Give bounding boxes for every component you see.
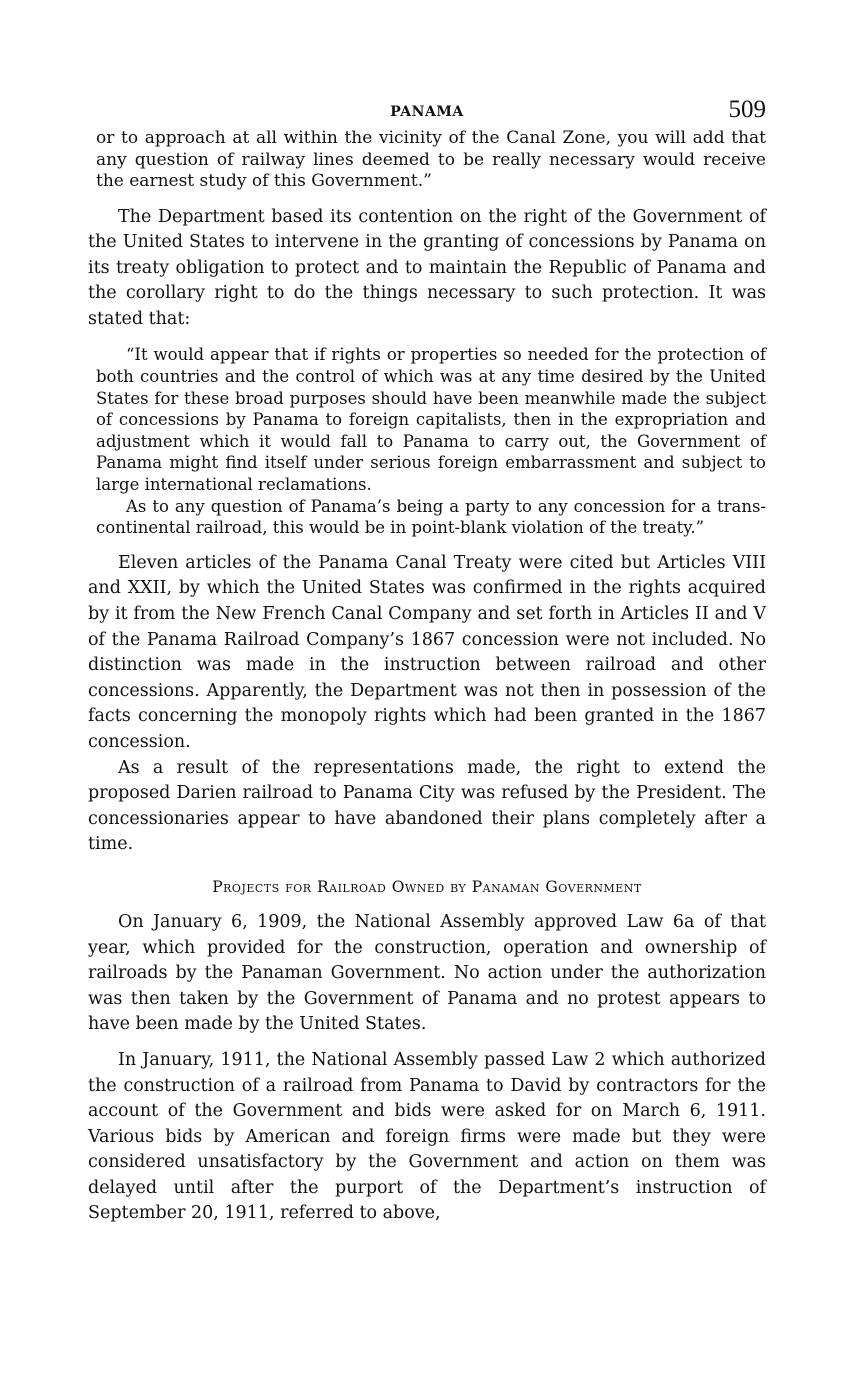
paragraph-quote-continuation: or to approach at all within the vicinity of the Canal Zone, you will add that any question of railway lines deemed to be really necessary would receive the earnest study of this Government.”: [96, 128, 766, 191]
block-quote-transcontinental: As to any question of Panama’s being a party to any concession for a trans-continental railroad, this would be in point-blank violation of the treaty.”: [96, 496, 766, 538]
block-quote-rights: “It would appear that if rights or properties so needed for the protection of both countries and the control of which was at any time desired by the United States for these broad purposes should have been meanwhile made the subject of concessions by Panama to foreign capitalists, then in the expropriation and adjustment which it would fall to Panama to carry out, the Government of Panama might find itself under serious foreign embarrassment and subject to large international reclamations.: [96, 345, 766, 495]
paragraph-law-2: In January, 1911, the National Assembly passed Law 2 which authorized the construction of a railroad from Panama to David by contractors for the account of the Government and bids were asked for on March 6, 1911. Various bids by American and foreign firms were made but they were considered unsatisfactory by the Government and action on them was delayed until after the purport of the Department’s instruction of September 20, 1911, referred to above,: [88, 1049, 766, 1224]
paragraph-department-contention: The Department based its contention on the right of the Government of the United States to intervene in the granting of concessions by Panama on its treaty obligation to protect and to maintain the Republic of Panama and the corollary right to do the things necessary to such protection. It was stated that:: [88, 206, 766, 329]
section-heading: Projects for Railroad Owned by Panaman Government: [212, 877, 642, 896]
paragraph-eleven-articles: Eleven articles of the Panama Canal Treaty were cited but Articles VIII and XXII, by which the United States was confirmed in the rights acquired by it from the New French Canal Company and set forth in Articles II and V of the Panama Railroad Company’s 1867 concession were not included. No distinction was made in the instruction between railroad and other concessions. Apparently, the Department was not then in possession of the facts concerning the monopoly rights which had been granted in the 1867 concession.: [88, 552, 766, 752]
page-number: 509: [728, 96, 766, 123]
document-page: [88, 96, 766, 1227]
paragraph-representations: As a result of the representations made, the right to extend the proposed Darien railroad to Panama City was refused by the President. The concessionaries appear to have abandoned their plans completely after a time.: [88, 757, 766, 855]
running-title: PANAMA: [390, 104, 464, 120]
running-header: [88, 96, 766, 128]
paragraph-law-6a: On January 6, 1909, the National Assembly approved Law 6a of that year, which provided for the construction, operation and ownership of railroads by the Panaman Government. No action under the authorization was then taken by the Government of Panama and no protest appears to have been made by the United States.: [88, 911, 766, 1035]
